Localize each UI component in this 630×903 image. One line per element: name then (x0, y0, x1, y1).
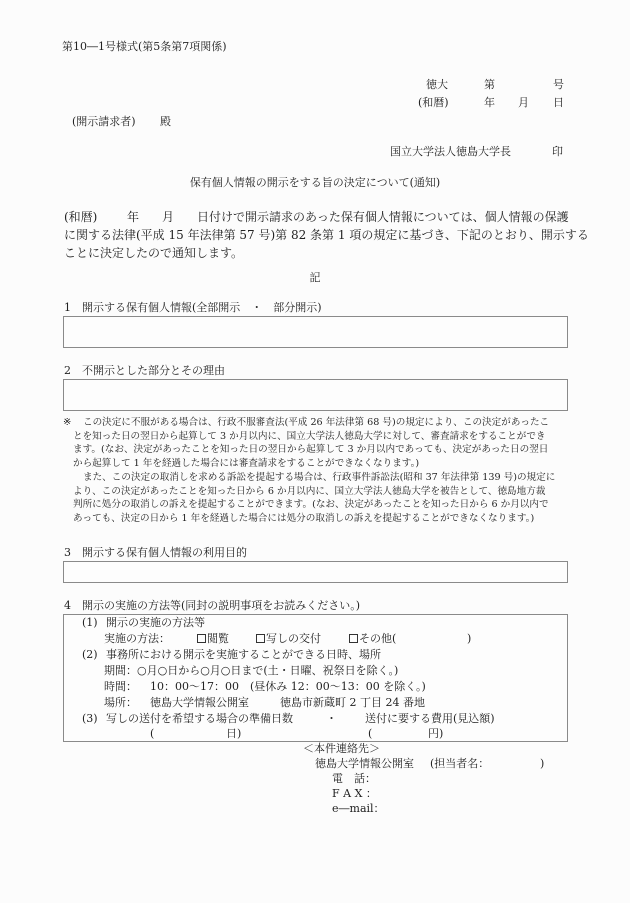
days-unit: 日) (226, 727, 242, 740)
section3-label: 開示する保有個人情報の利用目的 (82, 546, 247, 559)
contact-person-label: (担当者名： (430, 757, 490, 770)
doc-number-go: 号 (553, 78, 564, 91)
note-line: 判所に処分の取消しの訴えを提起することができます。(なお、決定があったことを知った日から 6 か月以内で (73, 499, 549, 511)
cost-open: ( (368, 727, 373, 740)
body-date-year: 年 (127, 210, 140, 224)
method-item3-dot: ・ (326, 712, 337, 725)
section2-field[interactable] (63, 379, 568, 411)
section1-field[interactable] (63, 316, 568, 348)
option-view-label: 閲覧 (207, 632, 229, 645)
method-item1-label: 開示の実施の方法等 (106, 616, 205, 629)
method-item1-number: (1) (82, 616, 98, 629)
method-label: 実施の方法： (104, 632, 170, 645)
method-item3-label2: 送付に要する費用(見込額) (365, 712, 495, 725)
issuer-name: 国立大学法人徳島大学長 (390, 145, 511, 158)
section3-number: 3 (64, 546, 71, 559)
option-view[interactable] (197, 632, 229, 646)
method-item3-number: (3) (82, 712, 98, 725)
section1-number: 1 (64, 301, 71, 314)
section4-number: 4 (64, 599, 71, 612)
option-other-close: ) (467, 632, 472, 645)
body-line1: 日付けで開示請求のあった保有個人情報については、個人情報の保護 (197, 210, 569, 224)
section2-label: 不開示とした部分とその理由 (82, 364, 225, 377)
contact-office: 徳島大学情報公開室 (315, 757, 414, 770)
checkbox-copy[interactable] (256, 634, 265, 643)
contact-fax-label: F A X ： (332, 787, 377, 800)
doc-number-dai: 第 (484, 78, 495, 91)
time-value: 10：00～17：00 (150, 680, 239, 693)
doc-date-year: 年 (484, 96, 495, 109)
note-line: この決定に不服がある場合は、行政不服審査法(平成 26 年法律第 68 号)の規定により、この決定があったこ (83, 417, 550, 428)
document-title: 保有個人情報の開示をする旨の決定について(通知) (189, 176, 441, 189)
note-line: より、この決定があったことを知った日から 6 か月以内に、国立大学法人徳島大学を被告として、徳島地方裁 (73, 485, 546, 497)
section2-number: 2 (64, 364, 71, 377)
body-date-era: (和暦) (64, 210, 98, 224)
contact-email-label: e―mail： (332, 802, 385, 815)
checkbox-other[interactable] (349, 634, 358, 643)
days-open: ( (150, 727, 155, 740)
form-number: 第10―1号様式(第5条第7項関係) (62, 40, 227, 53)
place-name: 徳島大学情報公開室 (150, 696, 249, 709)
ki-heading: 記 (309, 271, 321, 284)
note-line: また、この決定の取消しを求める訴訟を提起する場合は、行政事件訴訟法(昭和 37 年法律第 139 号)の規定に (83, 471, 556, 483)
contact-header: ＜本件連絡先＞ (303, 742, 380, 755)
addressee-honorific: 殿 (160, 115, 171, 128)
place-label: 場所： (104, 696, 137, 709)
option-copy[interactable] (256, 632, 321, 646)
place-address: 徳島市新蔵町 2 丁目 24 番地 (280, 696, 425, 709)
section1-label: 開示する保有個人情報(全部開示 ・ 部分開示) (82, 301, 322, 314)
method-item3-label: 写しの送付を希望する場合の準備日数 (106, 712, 293, 725)
time-note: (昼休み 12：00～13：00 を除く。) (250, 680, 426, 693)
method-item2-number: (2) (82, 648, 98, 661)
method-item2-label: 事務所における開示を実施することができる日時、場所 (106, 648, 381, 661)
note-line: ます。(なお、決定があったことを知った日の翌日から起算して 3 か月以内であっても、決定があった日の翌日 (73, 444, 549, 456)
doc-number-prefix: 徳大 (426, 78, 448, 91)
method-period: 期間：○月○日から○月○日まで(土・日曜、祝祭日を除く。) (104, 664, 399, 677)
option-other-label: その他( (359, 632, 397, 645)
doc-date-month: 月 (518, 96, 529, 109)
option-other[interactable] (349, 632, 396, 646)
contact-phone-label: 電 話： (332, 772, 376, 785)
option-copy-label: 写しの交付 (266, 632, 321, 645)
doc-date-day: 日 (553, 96, 564, 109)
issuer-seal: 印 (552, 145, 563, 158)
note-line: から起算して 1 年を経過した場合には審査請求をすることができなくなります。) (73, 458, 420, 470)
cost-unit: 円) (428, 727, 444, 740)
note-line: とを知った日の翌日から起算して 3 か月以内に、国立大学法人徳島大学に対して、審査請求をすることができ (73, 430, 546, 442)
body-line2: に関する法律(平成 15 年法律第 57 号)第 82 条第 1 項の規定に基づき、下記のとおり、開示する (64, 228, 589, 242)
body-date-month: 月 (162, 210, 175, 224)
contact-person-close: ) (540, 757, 545, 770)
section4-label: 開示の実施の方法等(同封の説明事項をお読みください。) (82, 599, 361, 612)
section3-field[interactable] (63, 561, 568, 583)
addressee-label: (開示請求者) (72, 115, 136, 128)
notes-mark: ※ (63, 417, 72, 428)
body-line3: ことに決定したので通知します。 (64, 246, 244, 260)
checkbox-view[interactable] (197, 634, 206, 643)
doc-date-era: (和暦) (418, 96, 449, 109)
note-line: あっても、決定の日から 1 年を経過した場合には処分の取消しの訴えを提起することができなくなります。) (73, 512, 535, 524)
time-label: 時間： (104, 680, 137, 693)
